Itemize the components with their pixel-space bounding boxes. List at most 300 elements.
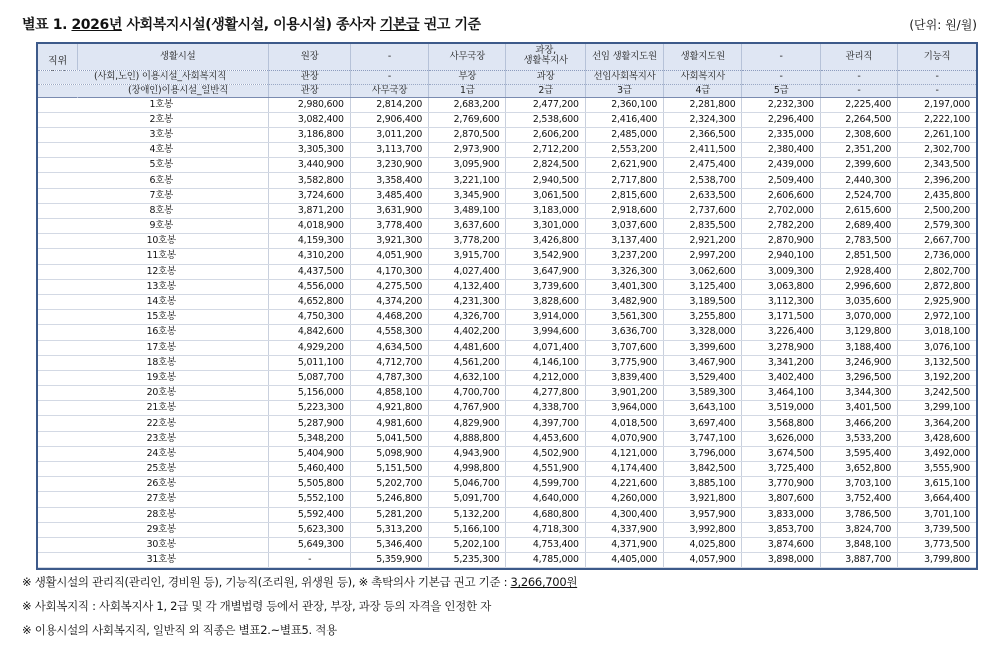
salary-cell: 4,750,300 [269,310,350,325]
salary-cell: 2,996,600 [820,279,897,294]
salary-cell: 5,166,100 [429,522,506,537]
header-cell: 부장 [429,70,506,84]
table-row [38,325,976,340]
salary-cell: 3,874,600 [742,537,820,552]
salary-cell: 2,335,000 [742,127,820,142]
salary-cell: 3,778,200 [429,234,506,249]
salary-cell: 3,994,600 [506,325,585,340]
salary-cell: 5,046,700 [429,477,506,492]
table-body [38,97,976,568]
salary-cell: 3,278,900 [742,340,820,355]
salary-cell: 3,725,400 [742,462,820,477]
salary-cell: 3,489,100 [429,203,506,218]
rank-cell: 11호봉 [38,249,269,264]
header-cell: 1급 [429,84,506,97]
salary-cell: 3,707,600 [585,340,663,355]
salary-cell: 3,305,300 [269,143,350,158]
salary-cell: 2,870,500 [429,127,506,142]
salary-cell: 4,468,200 [350,310,428,325]
salary-cell: 4,174,400 [585,462,663,477]
salary-cell: 5,156,000 [269,386,350,401]
salary-cell: 2,225,400 [820,97,897,112]
salary-cell: 4,025,800 [664,537,742,552]
header-cell: 2급 [506,84,585,97]
salary-cell: 2,835,500 [664,219,742,234]
salary-cell: 3,626,000 [742,431,820,446]
salary-cell: 4,371,900 [585,537,663,552]
table-row [38,143,976,158]
salary-cell: 4,858,100 [350,386,428,401]
salary-cell: 2,524,700 [820,188,897,203]
rank-cell: 19호봉 [38,370,269,385]
salary-cell: 3,328,000 [664,325,742,340]
rank-cell: 14호봉 [38,294,269,309]
header-cell: 선임 생활지도원 [585,44,663,70]
rank-cell: 4호봉 [38,143,269,158]
salary-cell: 2,973,900 [429,143,506,158]
salary-cell: 5,281,200 [350,507,428,522]
salary-cell: 4,599,700 [506,477,585,492]
rank-cell: 28호봉 [38,507,269,522]
salary-cell: 2,366,500 [664,127,742,142]
salary-cell: 4,027,400 [429,264,506,279]
salary-cell: 3,345,900 [429,188,506,203]
salary-cell: 3,226,400 [742,325,820,340]
table-row [38,127,976,142]
salary-cell: 3,887,700 [820,553,897,568]
salary-cell: 2,324,300 [664,112,742,127]
table-row [38,553,976,568]
salary-cell: 2,475,400 [664,158,742,173]
salary-cell: 4,921,800 [350,401,428,416]
salary-cell: 3,799,800 [898,553,976,568]
table-header [38,44,976,97]
salary-cell: 2,997,200 [664,249,742,264]
salary-cell: 4,481,600 [429,340,506,355]
salary-cell: 3,647,900 [506,264,585,279]
salary-cell: 4,310,200 [269,249,350,264]
salary-cell: 3,828,600 [506,294,585,309]
salary-cell: 3,246,900 [820,355,897,370]
footnote-3: ※ 이용시설의 사회복지직, 일반직 외 직종은 별표2.~별표5. 적용 [22,623,337,637]
salary-cell: 4,212,000 [506,370,585,385]
table-row [38,158,976,173]
rank-cell: 23호봉 [38,431,269,446]
salary-cell: 3,631,900 [350,203,428,218]
salary-cell: 2,440,300 [820,173,897,188]
table-row [38,249,976,264]
salary-cell: 3,871,200 [269,203,350,218]
salary-cell: 3,807,600 [742,492,820,507]
salary-cell: 3,401,300 [585,279,663,294]
salary-cell: 4,121,000 [585,446,663,461]
salary-cell: 4,998,800 [429,462,506,477]
table-row [38,97,976,112]
salary-cell: 5,623,300 [269,522,350,537]
salary-cell: 3,326,300 [585,264,663,279]
salary-cell: 3,739,500 [898,522,976,537]
table-row [38,386,976,401]
header-cell: - [820,70,897,84]
salary-cell: 4,277,800 [506,386,585,401]
salary-cell: 5,041,500 [350,431,428,446]
salary-cell: 2,261,100 [898,127,976,142]
rank-cell: 2호봉 [38,112,269,127]
rank-cell: 29호봉 [38,522,269,537]
salary-cell: 2,712,200 [506,143,585,158]
title-tail: 권고 기준 [423,17,481,33]
salary-cell: 4,680,800 [506,507,585,522]
salary-cell: 4,842,600 [269,325,350,340]
salary-cell: 2,980,600 [269,97,350,112]
salary-cell: 2,416,400 [585,112,663,127]
salary-cell: 3,344,300 [820,386,897,401]
rank-cell: 27호봉 [38,492,269,507]
table-row [38,492,976,507]
header-cell: 사무국장 [429,44,506,70]
salary-cell: 3,399,600 [664,340,742,355]
rank-cell: 21호봉 [38,401,269,416]
salary-cell: 3,957,900 [664,507,742,522]
salary-cell: 2,621,900 [585,158,663,173]
salary-cell: 4,787,300 [350,370,428,385]
salary-cell: 3,747,100 [664,431,742,446]
salary-cell: 3,701,100 [898,507,976,522]
salary-cell: 4,159,300 [269,234,350,249]
salary-cell: 2,872,800 [898,279,976,294]
header-cell: - [898,70,976,84]
salary-cell: 4,337,900 [585,522,663,537]
rank-cell: 12호봉 [38,264,269,279]
header-cell: 사회복지사 [664,70,742,84]
salary-cell: 3,555,900 [898,462,976,477]
header-cell: 원장 [269,44,350,70]
title-year: 2026년 [71,17,122,33]
salary-cell: 3,885,100 [664,477,742,492]
salary-cell: 5,348,200 [269,431,350,446]
salary-cell: 4,132,400 [429,279,506,294]
salary-cell: 2,972,100 [898,310,976,325]
salary-cell: 4,146,100 [506,355,585,370]
header-row-3 [38,84,976,97]
salary-cell: 4,785,000 [506,553,585,568]
rank-cell: 8호봉 [38,203,269,218]
table-row [38,219,976,234]
salary-cell: 3,070,000 [820,310,897,325]
salary-cell: 2,500,200 [898,203,976,218]
salary-cell: 5,313,200 [350,522,428,537]
salary-cell: 3,137,400 [585,234,663,249]
footnote-1 [22,574,577,598]
salary-cell: 3,615,100 [898,477,976,492]
header-row-2 [38,70,976,84]
salary-cell: 3,485,400 [350,188,428,203]
header-cell: 4급 [664,84,742,97]
salary-cell: 3,901,200 [585,386,663,401]
salary-cell: 2,606,200 [506,127,585,142]
header-cell: - [742,70,820,84]
salary-cell: 3,221,100 [429,173,506,188]
salary-cell: 3,643,100 [664,401,742,416]
rank-cell: 26호봉 [38,477,269,492]
salary-cell: 4,829,900 [429,416,506,431]
salary-cell: 5,223,300 [269,401,350,416]
salary-cell: 2,906,400 [350,112,428,127]
salary-cell: 5,235,300 [429,553,506,568]
rank-cell: 18호봉 [38,355,269,370]
salary-cell: 2,615,600 [820,203,897,218]
salary-cell: 5,460,400 [269,462,350,477]
salary-cell: 5,505,800 [269,477,350,492]
salary-cell: 4,057,900 [664,553,742,568]
salary-cell: 2,360,100 [585,97,663,112]
salary-cell: 5,649,300 [269,537,350,552]
salary-cell: 4,300,400 [585,507,663,522]
salary-cell: 4,453,600 [506,431,585,446]
title-label: 별표 1. [22,17,67,33]
table-row [38,264,976,279]
salary-cell: 3,082,400 [269,112,350,127]
salary-cell: 4,338,700 [506,401,585,416]
salary-cell: 3,440,900 [269,158,350,173]
header-cell: 기능직 [898,44,976,70]
header-cell: 5급 [742,84,820,97]
salary-cell: 3,237,200 [585,249,663,264]
salary-cell: 4,170,300 [350,264,428,279]
table-row [38,279,976,294]
salary-cell: 2,606,600 [742,188,820,203]
salary-cell: 3,426,800 [506,234,585,249]
header-cell: (사회,노인) 이용시설_사회복지직 [38,70,269,84]
salary-cell: 5,011,100 [269,355,350,370]
salary-cell: 3,037,600 [585,219,663,234]
salary-cell: 2,940,100 [742,249,820,264]
salary-cell: 2,343,500 [898,158,976,173]
table-row [38,173,976,188]
page-title [22,14,481,34]
salary-cell: 2,411,500 [664,143,742,158]
salary-cell: 3,542,900 [506,249,585,264]
table-row [38,310,976,325]
salary-cell: 4,700,700 [429,386,506,401]
salary-cell: 3,189,500 [664,294,742,309]
salary-cell: 3,853,700 [742,522,820,537]
salary-cell: 2,396,200 [898,173,976,188]
salary-cell: 3,839,400 [585,370,663,385]
table-row [38,462,976,477]
footnotes [22,574,577,646]
rank-cell: 20호봉 [38,386,269,401]
salary-cell: 2,851,500 [820,249,897,264]
salary-cell: 4,260,000 [585,492,663,507]
salary-cell: 3,529,400 [664,370,742,385]
salary-cell: 2,538,700 [664,173,742,188]
salary-cell: 3,125,400 [664,279,742,294]
header-cell: 사무국장 [350,84,428,97]
salary-cell: 3,636,700 [585,325,663,340]
header-cell: - [898,84,976,97]
salary-cell: 5,098,900 [350,446,428,461]
salary-cell: 3,171,500 [742,310,820,325]
salary-cell: 2,281,800 [664,97,742,112]
header-cell: 선임사회복지사 [585,70,663,84]
salary-cell: 2,509,400 [742,173,820,188]
table-row [38,522,976,537]
salary-cell: 4,558,300 [350,325,428,340]
rank-cell: 16호봉 [38,325,269,340]
salary-cell: 2,814,200 [350,97,428,112]
salary-cell: 4,943,900 [429,446,506,461]
header-cell: - [742,44,820,70]
salary-cell: 4,652,800 [269,294,350,309]
salary-cell: 5,287,900 [269,416,350,431]
salary-cell: 4,374,200 [350,294,428,309]
salary-cell: 3,296,500 [820,370,897,385]
salary-cell: 5,359,900 [350,553,428,568]
salary-cell: 3,255,800 [664,310,742,325]
salary-cell: 3,188,400 [820,340,897,355]
salary-cell: 3,464,100 [742,386,820,401]
table-row [38,401,976,416]
rank-cell: 30호봉 [38,537,269,552]
table-row [38,431,976,446]
salary-cell: 2,737,600 [664,203,742,218]
salary-cell: 4,437,500 [269,264,350,279]
salary-cell: 4,712,700 [350,355,428,370]
salary-cell: 4,888,800 [429,431,506,446]
salary-cell: 2,380,400 [742,143,820,158]
salary-cell: 3,341,200 [742,355,820,370]
salary-cell: 5,151,500 [350,462,428,477]
salary-cell: 5,087,700 [269,370,350,385]
salary-cell: 2,802,700 [898,264,976,279]
salary-cell: 3,778,400 [350,219,428,234]
salary-cell: 3,652,800 [820,462,897,477]
salary-cell: 3,914,000 [506,310,585,325]
salary-cell: 2,667,700 [898,234,976,249]
salary-cell: 4,718,300 [506,522,585,537]
salary-cell: 3,739,600 [506,279,585,294]
salary-cell: 5,552,100 [269,492,350,507]
salary-cell: 2,717,800 [585,173,663,188]
header-cell: 관장 [269,70,350,84]
salary-cell: 3,467,900 [664,355,742,370]
salary-cell: 4,634,500 [350,340,428,355]
salary-cell: 3,466,200 [820,416,897,431]
salary-cell: 4,551,900 [506,462,585,477]
table-row [38,370,976,385]
salary-cell: 3,724,600 [269,188,350,203]
salary-cell: 3,301,000 [506,219,585,234]
salary-cell: 5,346,400 [350,537,428,552]
table-row [38,416,976,431]
table-row [38,340,976,355]
salary-cell: 2,302,700 [898,143,976,158]
salary-cell: 3,011,200 [350,127,428,142]
salary-cell: 4,640,000 [506,492,585,507]
salary-cell: 5,202,100 [429,537,506,552]
title-middle: 사회복지시설(생활시설, 이용시설) 종사자 [126,17,376,33]
salary-cell: 3,035,600 [820,294,897,309]
salary-cell: 3,129,800 [820,325,897,340]
salary-cell: 2,824,500 [506,158,585,173]
salary-cell: 2,232,300 [742,97,820,112]
table-row [38,112,976,127]
header-label: 생활시설 [160,50,196,62]
salary-cell: 3,183,000 [506,203,585,218]
salary-cell: 2,782,200 [742,219,820,234]
salary-cell: 2,925,900 [898,294,976,309]
salary-cell: 3,364,200 [898,416,976,431]
salary-cell: 3,773,500 [898,537,976,552]
table-row [38,188,976,203]
salary-cell: 2,538,600 [506,112,585,127]
salary-cell: 4,018,900 [269,219,350,234]
header-cell: 과장 [506,70,585,84]
salary-cell: 4,753,400 [506,537,585,552]
salary-cell: 3,915,700 [429,249,506,264]
salary-cell: 3,697,400 [664,416,742,431]
salary-table-container [36,42,978,570]
header-cell: 관장 [269,84,350,97]
table-row [38,355,976,370]
salary-cell: 3,519,000 [742,401,820,416]
footnote-1-text: ※ 생활시설의 관리직(관리인, 경비원 등), 기능직(조리원, 위생원 등), ※ 촉탁의사 기본급 권고 기준 : [22,575,511,589]
salary-cell: 4,070,900 [585,431,663,446]
rank-cell: 7호봉 [38,188,269,203]
salary-cell: 3,568,800 [742,416,820,431]
salary-cell: 3,703,100 [820,477,897,492]
unit-label: (단위: 원/월) [909,18,977,32]
salary-cell: 3,595,400 [820,446,897,461]
salary-cell: 3,242,500 [898,386,976,401]
salary-cell: 4,632,100 [429,370,506,385]
rank-cell: 3호봉 [38,127,269,142]
header-cell: - [820,84,897,97]
header-cell: (장애인)이용시설_일반직 [38,84,269,97]
salary-cell: 2,399,600 [820,158,897,173]
salary-cell: 4,767,900 [429,401,506,416]
title-underlined: 기본급 [379,17,420,33]
salary-cell: 2,815,600 [585,188,663,203]
rank-cell: 9호봉 [38,219,269,234]
salary-cell: 3,401,500 [820,401,897,416]
salary-cell: 3,921,300 [350,234,428,249]
salary-cell: 2,579,300 [898,219,976,234]
salary-cell: 3,770,900 [742,477,820,492]
salary-cell: 3,492,000 [898,446,976,461]
salary-cell: 5,202,700 [350,477,428,492]
salary-cell: 3,921,800 [664,492,742,507]
salary-cell: 2,928,400 [820,264,897,279]
salary-cell: 2,940,500 [506,173,585,188]
header-cell: - [350,70,428,84]
rank-cell: 17호봉 [38,340,269,355]
salary-cell: 3,358,400 [350,173,428,188]
salary-cell: 2,222,100 [898,112,976,127]
salary-cell: 3,299,100 [898,401,976,416]
table-row [38,294,976,309]
salary-cell: 5,132,200 [429,507,506,522]
salary-cell: 4,402,200 [429,325,506,340]
table-row [38,234,976,249]
salary-cell: 2,918,600 [585,203,663,218]
salary-cell: 4,326,700 [429,310,506,325]
salary-cell: 3,775,900 [585,355,663,370]
salary-cell: 2,485,000 [585,127,663,142]
rank-cell: 22호봉 [38,416,269,431]
salary-cell: 4,071,400 [506,340,585,355]
